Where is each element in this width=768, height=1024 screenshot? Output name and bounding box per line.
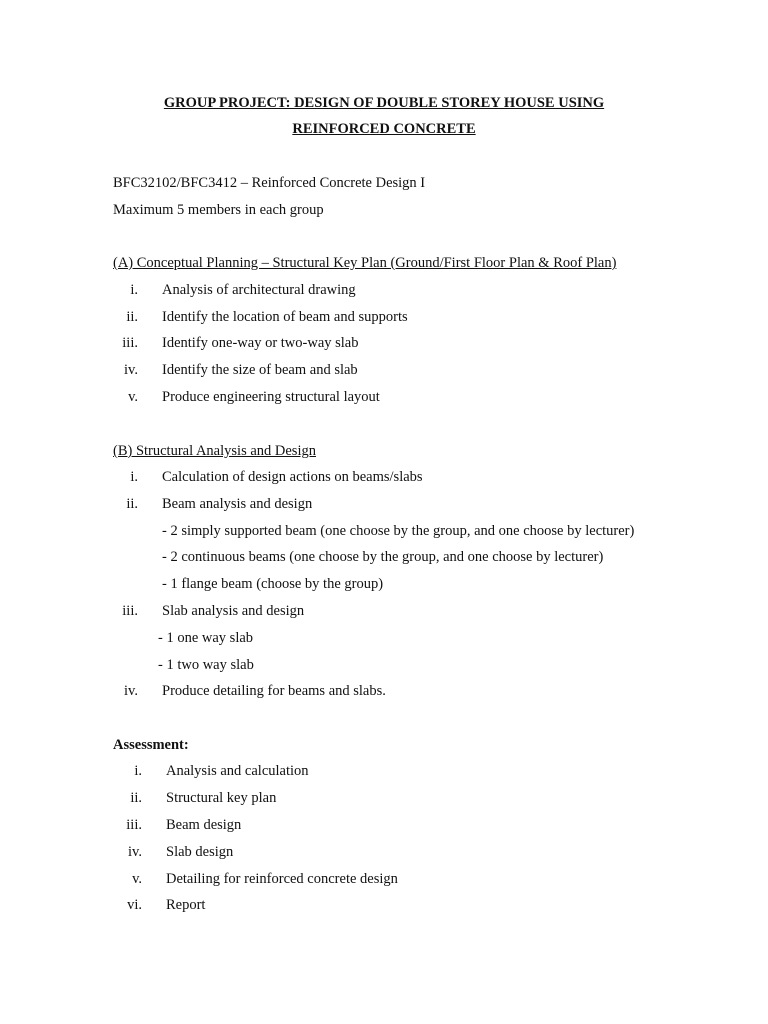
list-text: Analysis of architectural drawing bbox=[162, 282, 356, 298]
list-number: ii. bbox=[126, 309, 138, 325]
list-number: iii. bbox=[122, 335, 138, 351]
section-a-heading: (A) Conceptual Planning – Structural Key Plan (Ground/First Floor Plan & Roof Plan) bbox=[113, 255, 617, 271]
list-text: Report bbox=[166, 897, 206, 913]
list-text: Beam design bbox=[166, 817, 242, 833]
list-number: iv. bbox=[124, 683, 138, 699]
list-text: Calculation of design actions on beams/slabs bbox=[162, 469, 423, 485]
beam-subitem: - 1 flange beam (choose by the group) bbox=[162, 576, 384, 592]
slab-subitem: - 1 two way slab bbox=[158, 657, 254, 673]
title-line-1: GROUP PROJECT: DESIGN OF DOUBLE STOREY HOUSE USING bbox=[163, 95, 605, 111]
list-text: Slab analysis and design bbox=[162, 603, 305, 619]
list-text: Structural key plan bbox=[166, 790, 277, 806]
list-number: i. bbox=[130, 282, 138, 298]
course-code: BFC32102/BFC3412 – Reinforced Concrete Design I bbox=[113, 175, 426, 191]
beam-subitem: - 2 simply supported beam (one choose by the group, and one choose by lecturer) bbox=[162, 523, 635, 539]
assessment-heading: Assessment: bbox=[113, 737, 189, 753]
section-b-heading: (B) Structural Analysis and Design bbox=[113, 443, 316, 459]
list-number: v. bbox=[128, 389, 138, 405]
group-size-note: Maximum 5 members in each group bbox=[113, 202, 324, 218]
list-number: ii. bbox=[126, 496, 138, 512]
list-number: iv. bbox=[124, 362, 138, 378]
list-text: Identify the size of beam and slab bbox=[162, 362, 358, 378]
list-number: i. bbox=[134, 763, 142, 779]
list-number: iii. bbox=[122, 603, 138, 619]
list-text: Produce detailing for beams and slabs. bbox=[162, 683, 386, 699]
list-text: Detailing for reinforced concrete design bbox=[166, 871, 398, 887]
beam-subitem: - 2 continuous beams (one choose by the group, and one choose by lecturer) bbox=[162, 549, 604, 565]
list-text: Identify one-way or two-way slab bbox=[162, 335, 359, 351]
list-number: ii. bbox=[130, 790, 142, 806]
list-number: v. bbox=[132, 871, 142, 887]
list-number: iv. bbox=[128, 844, 142, 860]
list-text: Analysis and calculation bbox=[166, 763, 309, 779]
list-text: Slab design bbox=[166, 844, 234, 860]
list-number: vi. bbox=[127, 897, 142, 913]
list-text: Beam analysis and design bbox=[162, 496, 313, 512]
slab-subitem: - 1 one way slab bbox=[158, 630, 254, 646]
list-text: Identify the location of beam and supports bbox=[162, 309, 408, 325]
list-number: iii. bbox=[126, 817, 142, 833]
list-number: i. bbox=[130, 469, 138, 485]
title-line-2: REINFORCED CONCRETE bbox=[292, 121, 476, 137]
list-text: Produce engineering structural layout bbox=[162, 389, 380, 405]
